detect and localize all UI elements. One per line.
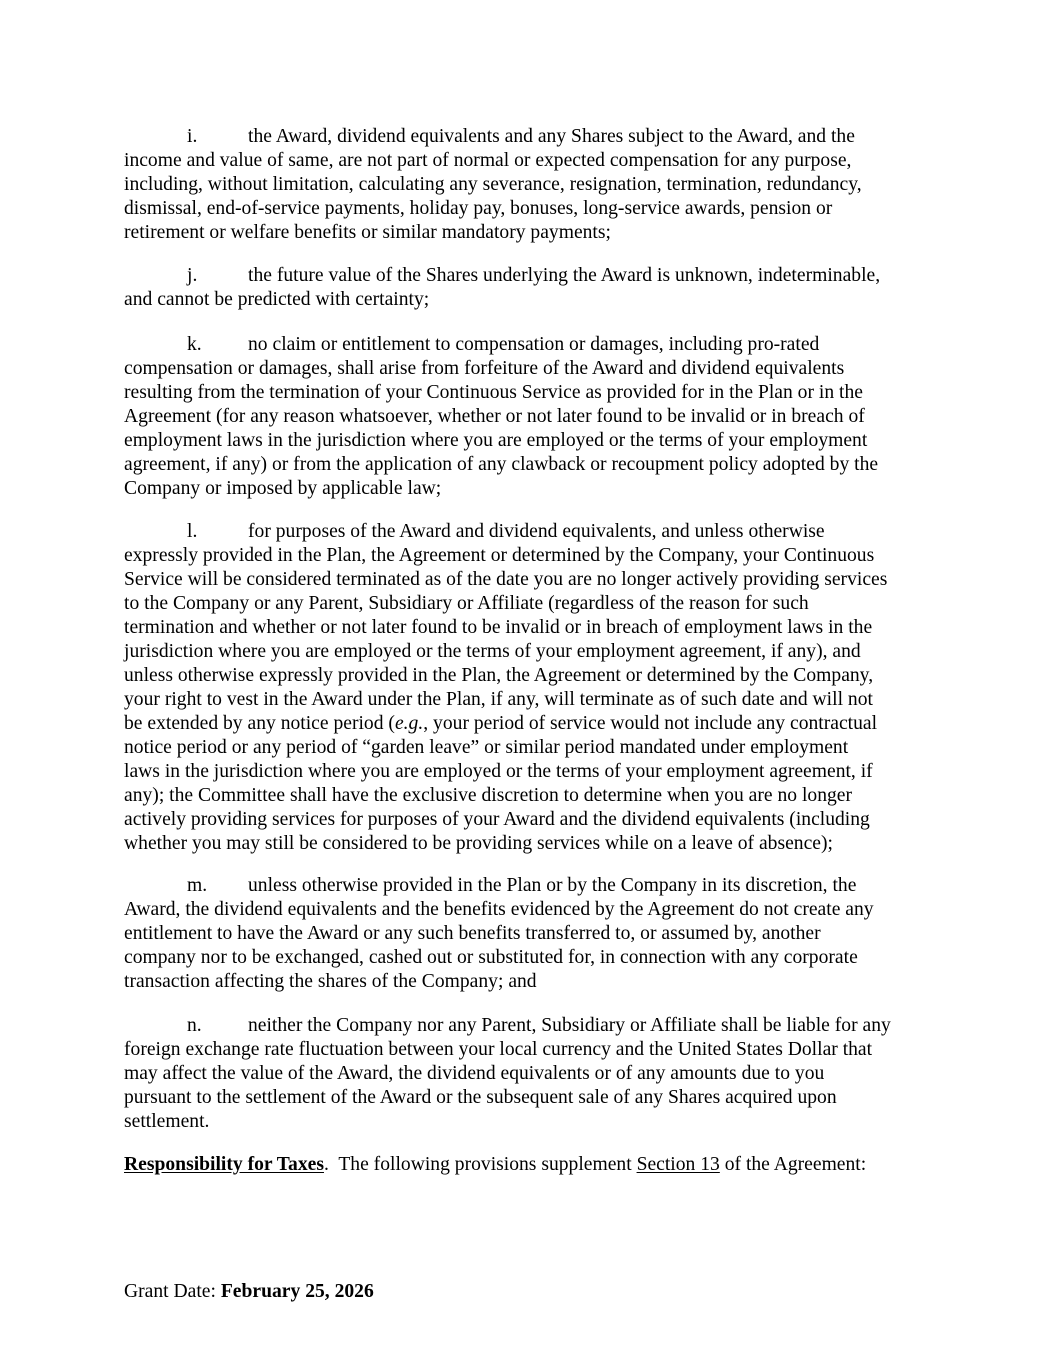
item-line: pursuant to the settlement of the Award or the subsequent sale of any Shares acquired upon [124,1087,837,1108]
section-text-tail: of the Agreement: [719,1154,867,1175]
section-text: . The following provisions supplement [323,1154,637,1175]
grant-date-label: Grant Date: [124,1281,221,1302]
item-line: Service will be considered terminated as of the date you are no longer actively providing services [124,569,888,590]
item-line: notice period or any period of “garden leave” or similar period mandated under employment [124,737,849,758]
item-marker: i. [187,126,198,147]
section-heading: Responsibility for Taxes [124,1154,324,1175]
item-line: employment laws in the jurisdiction where you are employed or the terms of your employment [124,430,868,451]
item-line [124,712,877,736]
item-line: to the Company or any Parent, Subsidiary or Affiliate (regardless of the reason for such [124,593,809,614]
item-line: the Award, dividend equivalents and any Shares subject to the Award, and the [248,126,855,147]
item-line: retirement or welfare benefits or similar mandatory payments; [124,222,611,243]
item-line: transaction affecting the shares of the Company; and [124,971,537,992]
item-line: the future value of the Shares underlying the Award is unknown, indeterminable, [248,265,881,286]
item-line: including, without limitation, calculating any severance, resignation, termination, redundancy, [124,174,862,195]
item-line: your right to vest in the Award under the Plan, if any, will terminate as of such date and will not [124,689,873,710]
item-line: compensation or damages, shall arise from forfeiture of the Award and dividend equivalents [124,358,845,379]
grant-date-value: February 25, 2026 [220,1281,374,1302]
item-line: any); the Committee shall have the exclusive discretion to determine when you are no longer [124,785,853,806]
item-line: for purposes of the Award and dividend equivalents, and unless otherwise [248,521,825,542]
item-line: actively providing services for purposes of your Award and the dividend equivalents (including [124,809,870,830]
item-line-rest: , your period of service would not include any contractual [423,713,878,734]
item-line: neither the Company nor any Parent, Subsidiary or Affiliate shall be liable for any [248,1015,891,1036]
item-line: whether you may still be considered to be providing services while on a leave of absence); [124,833,833,854]
item-line: and cannot be predicted with certainty; [124,289,430,310]
item-line: may affect the value of the Award, the dividend equivalents or of any amounts due to you [124,1063,825,1084]
item-marker: m. [187,875,208,896]
item-line: laws in the jurisdiction where you are employed or the terms of your employment agreement, if [124,761,873,782]
item-marker: l. [187,521,198,542]
item-line: no claim or entitlement to compensation or damages, including pro-rated [248,334,820,355]
item-line: jurisdiction where you are employed or the terms of your employment agreement, if any), and [124,641,861,662]
item-line: unless otherwise expressly provided in the Plan, the Agreement or determined by the Company, [124,665,874,686]
item-line: Award, the dividend equivalents and the benefits evidenced by the Agreement do not create any [124,899,874,920]
item-line: Company or imposed by applicable law; [124,478,442,499]
item-line-start: be extended by any notice period ( [124,713,395,734]
grant-date-footer [124,1280,374,1304]
item-marker: k. [187,334,202,355]
item-line: company nor to be exchanged, cashed out or substituted for, in connection with any corporate [124,947,858,968]
item-line: Agreement (for any reason whatsoever, whether or not later found to be invalid or in breach of [124,406,865,427]
section-13-reference[interactable]: Section 13 [636,1154,720,1175]
eg-abbreviation: e.g. [394,713,424,734]
item-line: agreement, if any) or from the application of any clawback or recoupment policy adopted by the [124,454,879,475]
section-paragraph [124,1153,866,1177]
item-line: unless otherwise provided in the Plan or by the Company in its discretion, the [248,875,857,896]
item-line: expressly provided in the Plan, the Agreement or determined by the Company, your Continuous [124,545,875,566]
item-line: entitlement to have the Award or any such benefits transferred to, or assumed by, another [124,923,821,944]
item-marker: j. [187,265,198,286]
item-line: foreign exchange rate fluctuation between your local currency and the United States Dollar that [124,1039,873,1060]
item-line: income and value of same, are not part of normal or expected compensation for any purpose, [124,150,852,171]
item-line: dismissal, end-of-service payments, holiday pay, bonuses, long-service awards, pension or [124,198,833,219]
item-marker: n. [187,1015,202,1036]
item-line: termination and whether or not later found to be invalid or in breach of employment laws in the [124,617,873,638]
item-line: resulting from the termination of your Continuous Service as provided for in the Plan or in the [124,382,863,403]
item-line: settlement. [124,1111,210,1132]
